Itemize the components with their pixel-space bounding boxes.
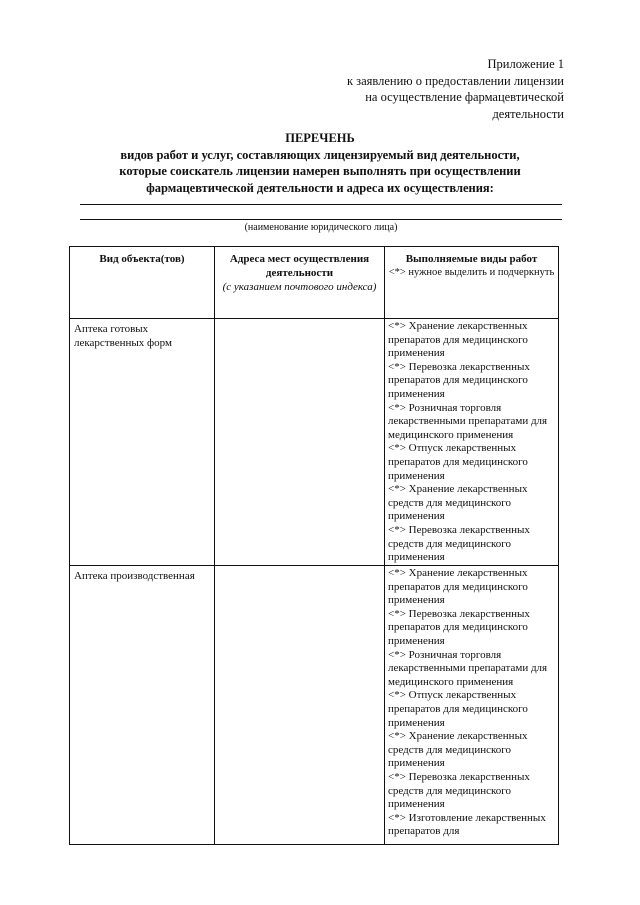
object-type-cell: Аптека готовых лекарственных форм bbox=[70, 319, 215, 566]
annex-number: Приложение 1 bbox=[487, 57, 564, 71]
works-cell bbox=[385, 319, 559, 566]
entity-name-caption: (наименование юридического лица) bbox=[244, 222, 398, 233]
address-cell[interactable] bbox=[215, 319, 385, 566]
work-item[interactable]: <*> Перевозка лекарственных средств для медицинского применения bbox=[388, 770, 530, 811]
annex-line: деятельности bbox=[492, 106, 564, 121]
annex-line: к заявлению о предоставлении лицензии bbox=[346, 73, 564, 88]
table-row bbox=[70, 319, 559, 566]
work-item[interactable]: <*> Изготовление лекарственных препаратов для bbox=[388, 811, 546, 838]
work-item[interactable]: <*> Перевозка лекарственных средств для медицинского применения bbox=[388, 523, 530, 564]
header-object-type bbox=[70, 247, 215, 319]
entity-name-line bbox=[80, 204, 562, 205]
title-heading: ПЕРЕЧЕНЬ bbox=[285, 131, 355, 145]
title-line: которые соискатель лицензии намерен выполнять при осуществлении bbox=[119, 164, 521, 178]
address-cell[interactable] bbox=[215, 566, 385, 845]
annex-line: на осуществление фармацевтической bbox=[365, 90, 564, 104]
works-table bbox=[69, 246, 559, 845]
header-address-label: Адреса мест осуществления деятельности bbox=[229, 253, 370, 279]
entity-name-line bbox=[80, 219, 562, 220]
work-item[interactable]: <*> Розничная торговля лекарственными препаратами для медицинского применения bbox=[388, 401, 548, 441]
works-cell-content bbox=[388, 567, 555, 842]
header-address-note: (с указанием почтового индекса) bbox=[222, 281, 377, 293]
table-header-row bbox=[70, 247, 559, 319]
title-line: фармацевтической деятельности и адреса их осуществления: bbox=[146, 180, 494, 195]
header-object-label: Вид объекта(тов) bbox=[99, 253, 185, 265]
annex-reference bbox=[347, 56, 564, 122]
work-item[interactable]: <*> Хранение лекарственных средств для медицинского применения bbox=[388, 730, 528, 770]
header-address bbox=[215, 247, 385, 319]
title-line: видов работ и услуг, составляющих лицензируемый вид деятельности, bbox=[120, 147, 520, 162]
work-item[interactable]: <*> Хранение лекарственных препаратов для медицинского применения bbox=[388, 567, 528, 607]
work-item[interactable]: <*> Перевозка лекарственных препаратов для медицинского применения bbox=[388, 360, 530, 400]
table-row bbox=[70, 566, 559, 845]
work-item[interactable]: <*> Отпуск лекарственных препаратов для медицинского применения bbox=[388, 442, 528, 482]
work-item[interactable]: <*> Хранение лекарственных средств для медицинского применения bbox=[388, 483, 528, 523]
work-item[interactable]: <*> Хранение лекарственных препаратов для медицинского применения bbox=[388, 320, 528, 360]
object-type-cell: Аптека производственная bbox=[70, 566, 215, 845]
header-works-note: <*> нужное выделить и подчеркнуть bbox=[388, 267, 555, 278]
header-works bbox=[385, 247, 559, 319]
document-title bbox=[0, 130, 640, 196]
work-item[interactable]: <*> Розничная торговля лекарственными препаратами для медицинского применения bbox=[388, 648, 548, 688]
header-works-label: Выполняемые виды работ bbox=[405, 253, 538, 265]
work-item[interactable]: <*> Отпуск лекарственных препаратов для медицинского применения bbox=[388, 689, 528, 729]
works-cell bbox=[385, 566, 559, 845]
work-item[interactable]: <*> Перевозка лекарственных препаратов для медицинского применения bbox=[388, 607, 530, 647]
